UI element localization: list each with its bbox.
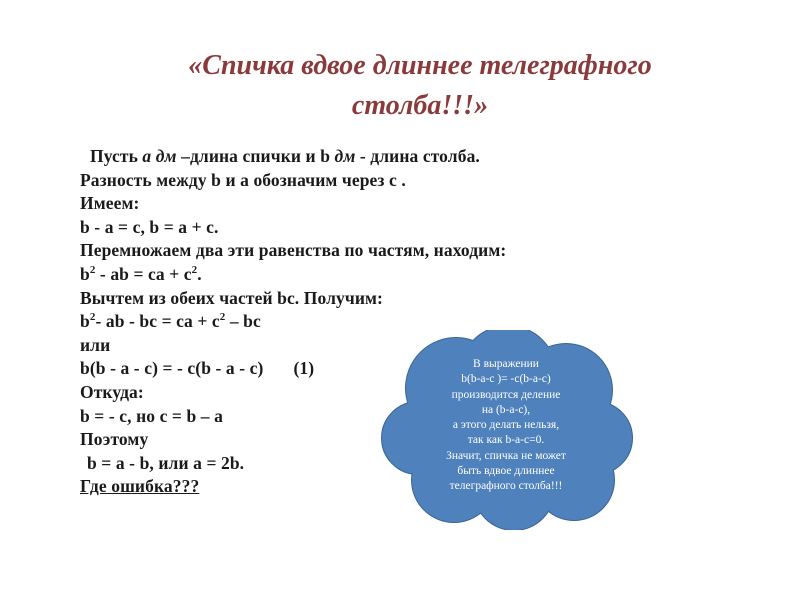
text-line-9: или [80,334,111,355]
cloud-line: b(b-a-c )= -c(b-a-c) [461,373,551,386]
superscript: 2 [89,264,96,277]
cloud-line: так как b-a-c=0. [467,434,545,447]
text-line-13: Поэтому [80,429,149,450]
cloud-line: на (b-a-c), [481,403,531,416]
explanation-cloud [378,330,634,530]
equation-number: (1) [293,358,315,379]
text-fragment: - ab = ca + c [95,263,192,284]
superscript: 2 [219,311,226,324]
text-fragment: Пусть [90,146,143,166]
text-fragment: . [197,263,202,284]
text-line-4: b - a = c, b = a + c. [80,216,219,237]
text-fragment: –длина спички и b [176,146,335,166]
cloud-line: В выражении [473,358,539,370]
cloud-line: Значит, спичка не может [446,449,566,462]
text-line-12: b = - c, но c = b – a [80,405,223,426]
slide-title [100,46,740,126]
cloud-line: быть вдвое длиннее [457,465,555,478]
text-fragment: b(b - a - c) = - c(b - a - c) [80,358,264,379]
text-fragment-italic: a дм [142,146,177,166]
text-line-3: Имеем: [80,193,140,214]
question-line: Где ошибка??? [80,476,200,497]
text-line-14: b = a - b, или a = 2b. [87,452,245,473]
cloud-line: телеграфного столба!!! [449,480,563,493]
superscript: 2 [191,264,198,277]
text-fragment: - длина столба. [355,146,480,166]
text-line-6 [80,263,600,287]
text-fragment: – bc [225,311,261,332]
text-line-11: Откуда: [80,381,144,402]
text-fragment-italic: дм [334,146,356,166]
text-line-1 [80,145,600,169]
cloud-explanation-text [418,357,594,495]
title-line-1: «Спичка вдвое длиннее телеграфного [188,50,652,81]
cloud-line: производится деление [451,388,561,401]
cloud-line: а этого делать нельзя, [452,419,560,432]
text-fragment: b [80,263,90,284]
superscript: 2 [89,311,96,324]
text-line-2: Разность между b и a обозначим через c . [80,169,406,190]
text-line-5: Перемножаем два эти равенства по частям, находим: [80,240,507,261]
text-line-7: Вычтем из обеих частей bc. Получим: [80,287,383,308]
title-line-2: столба!!!» [351,90,489,121]
text-fragment: - ab - bc = ca + c [95,311,220,332]
text-fragment: b [80,311,90,332]
